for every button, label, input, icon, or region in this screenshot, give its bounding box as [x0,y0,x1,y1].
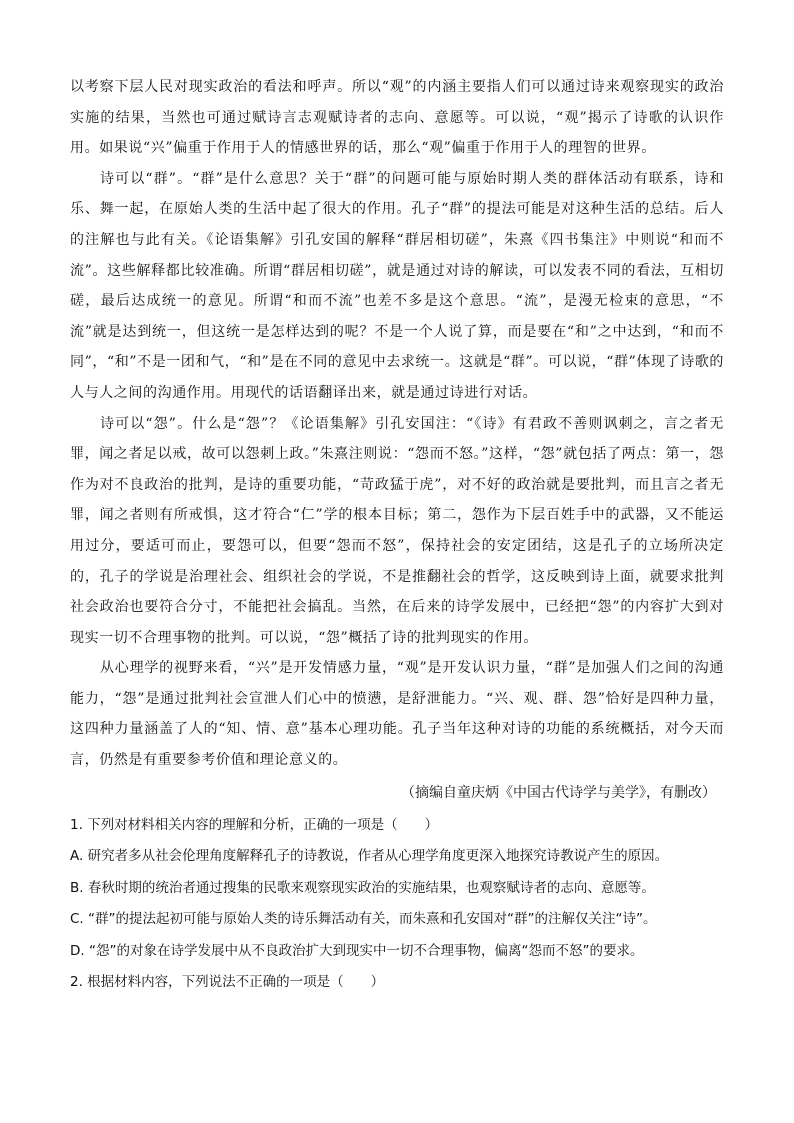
passage-source: （摘编自童庆炳《中国古代诗学与美学》，有删改） [401,784,716,801]
question-1-option-b: B. 春秋时期的统治者通过搜集的民歌来观察现实政治的实施结果，也观察赋诗者的志向、意愿等。 [70,879,655,896]
question-1-option-c: C. “群”的提法起初可能与原始人类的诗乐舞活动有关，而朱熹和孔安国对“群”的注解仅关注“诗”。 [70,911,657,928]
passage-paragraph-2: 诗可以“群”。“群”是什么意思？关于“群”的问题可能与原始时期人类的群体活动有联系，诗和乐、舞一起，在原始人类的生活中起了很大的作用。孔子“群”的提法可能是对这种生活的总结。后人的注解也与此有关。《论语集解》引孔安国的解释“群居相切磋”，朱熹《四书集注》中则说“和而不流”。这些解释都比较准确。所谓“群居相切磋”，就是通过对诗的解读，可以发表不同的看法，互相切磋，最后达成统一的意见。所谓“和而不流”也差不多是这个意思。“流”，是漫无检束的意思，“不流”就是达到统一，但这统一是怎样达到的呢？不是一个人说了算，而是要在“和”之中达到，“和而不同”，“和”不是一团和气，“和”是在不同的意见中去求统一。这就是“群”。可以说，“群”体现了诗歌的人与人之间的沟通作用。用现代的话语翻译出来，就是通过诗进行对话。 [70,170,724,401]
question-1-option-a: A. 研究者多从社会伦理角度解释孔子的诗教说，作者从心理学角度更深入地探究诗教说产生的原因。 [70,848,669,865]
question-1-stem: 1. 下列对材料相关内容的理解和分析，正确的一项是（ ） [70,816,439,833]
reading-passage [70,72,724,776]
document-page [70,72,724,999]
passage-paragraph-4: 从心理学的视野来看，“兴”是开发情感力量，“观”是开发认识力量，“群”是加强人们之间的沟通能力，“怨”是通过批判社会宣泄人们心中的愤懑，是舒泄能力。“兴、观、群、怨”恰好是四种力量，这四种力量涵盖了人的“知、情、意”基本心理功能。孔子当年这种对诗的功能的系统概括，对今天而言，仍然是有重要参考价值和理论意义的。 [70,660,724,769]
question-1-option-d: D. “怨”的对象在诗学发展中从不良政治扩大到现实中一切不合理事物，偏离“怨而不怒”的要求。 [70,942,644,959]
questions-section [70,810,724,999]
question-2-stem: 2. 根据材料内容，下列说法不正确的一项是（ ） [70,974,385,991]
passage-paragraph-3: 诗可以“怨”。什么是“怨”？《论语集解》引孔安国注：“《诗》有君政不善则讽刺之，言之者无罪，闻之者足以戒，故可以怨刺上政。”朱熹注则说：“怨而不怒。”这样，“怨”就包括了两点：第一，怨作为对不良政治的批判，是诗的重要功能，“苛政猛于虎”，对不好的政治就是要批判，而且言之者无罪，闻之者则有所戒惧，这才符合“仁”学的根本目标；第二，怨作为下层百姓手中的武器，又不能运用过分，要适可而止，要怨可以，但要“怨而不怒”，保持社会的安定团结，这是孔子的立场所决定的，孔子的学说是治理社会、组织社会的学说，不是推翻社会的哲学，这反映到诗上面，就要求批判社会政治也要符合分寸，不能把社会搞乱。当然，在后来的诗学发展中，已经把“怨”的内容扩大到对现实一切不合理事物的批判。可以说，“怨”概括了诗的批判现实的作用。 [70,415,724,646]
passage-paragraph-1: 以考察下层人民对现实政治的看法和呼声。所以“观”的内涵主要指人们可以通过诗来观察现实的政治实施的结果，当然也可通过赋诗言志观赋诗者的志向、意愿等。可以说，“观”揭示了诗歌的认识作用。如果说“兴”偏重于作用于人的情感世界的话，那么“观”偏重于作用于人的理智的世界。 [70,79,724,157]
